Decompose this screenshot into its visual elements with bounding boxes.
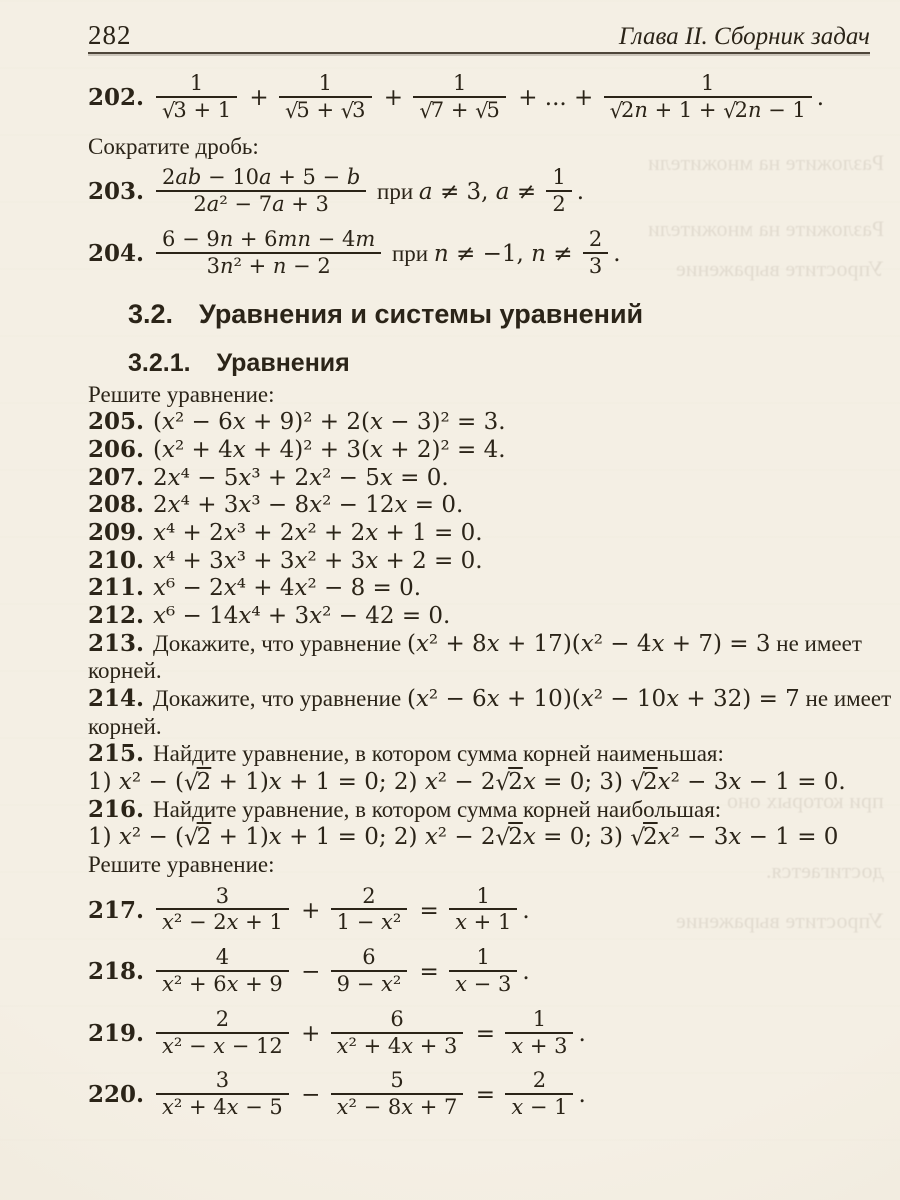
problem-number: 215. — [88, 740, 145, 768]
problem-209: 209. x⁴ + 2x³ + 2x² + 2x + 1 = 0. — [88, 518, 483, 546]
bleed-through-text: достигается. — [766, 858, 884, 883]
problem-number: 203. — [88, 178, 145, 206]
problem-number: 207. — [88, 463, 145, 491]
problem-number: 204. — [88, 239, 145, 267]
instruction-line: Решите уравнение: — [88, 381, 275, 407]
problem-202: 202. $\frac{1}{√3 + 1}$ + $\frac{1}{√5 + √3}$ + $\frac{1}{√7 + √5}$ + ... + $\frac{1}{√2n + 1 + √2n - 1}$ . — [88, 71, 825, 123]
problem-215: 215. Найдите уравнение, в котором сумма корней наименьшая: — [88, 740, 724, 768]
problem-212: 212. x⁶ − 14x⁴ + 3x² − 42 = 0. — [88, 601, 451, 629]
section-heading-3.2: 3.2. Уравнения и системы уравнений — [128, 299, 644, 330]
problem-number: 209. — [88, 518, 145, 546]
instruction-line: Сократите дробь: — [88, 133, 259, 159]
continuation-line: 1) x² − (√2 + 1)x + 1 = 0; 2) x² − 2√2x = 0; 3) √2x² − 3x − 1 = 0. — [88, 768, 846, 796]
chapter-title: Глава II. Сборник задач — [618, 23, 870, 50]
problem-number: 218. — [88, 958, 145, 986]
problem-218: 218. $\frac{4}{\text{x² + 6x + 9}}$ − $\frac{6}{\text{9 − x²}}$ = $\frac{1}{x - 3}$ . — [88, 945, 530, 996]
problem-number: 205. — [88, 408, 145, 436]
problem-213: 213. Докажите, что уравнение (x² + 8x + 17)(x² − 4x + 7) = 3 не имеет — [88, 629, 862, 657]
problem-207: 207. 2x⁴ − 5x³ + 2x² − 5x = 0. — [88, 463, 449, 491]
problem-number: 206. — [88, 435, 145, 463]
problems-list — [88, 66, 892, 1131]
problem-number: 214. — [88, 684, 145, 712]
problem-number: 220. — [88, 1081, 145, 1109]
instruction-line: Решите уравнение: — [88, 852, 275, 877]
problem-211: 211. x⁶ − 2x⁴ + 4x² − 8 = 0. — [88, 574, 422, 602]
section-heading-3.2.1: 3.2.1. Уравнения — [128, 348, 350, 377]
page-header — [88, 20, 870, 54]
bleed-through-text: Разложите на множители — [647, 216, 884, 241]
problem-number: 208. — [88, 491, 145, 519]
page-number: 282 — [88, 20, 132, 50]
problem-number: 217. — [88, 896, 145, 924]
problem-216: 216. Найдите уравнение, в котором сумма корней наибольшая: — [88, 795, 722, 823]
problem-208: 208. 2x⁴ + 3x³ − 8x² − 12x = 0. — [88, 491, 464, 519]
continuation-line: корней. — [88, 658, 162, 684]
bleed-through-text: при которых оно — [727, 788, 884, 813]
problem-number: 213. — [88, 629, 145, 657]
problem-220: 220. $\frac{3}{\text{x² + 4x − 5}}$ − $\frac{5}{\text{x² − 8x + 7}}$ = $\frac{2}{x - 1}$ . — [88, 1068, 586, 1120]
problem-number: 210. — [88, 546, 145, 574]
problem-219: 219. $\frac{2}{\text{x² − x − 12}}$ + $\frac{6}{\text{x² + 4x + 3}}$ = $\frac{1}{x + 3}$ . — [88, 1006, 586, 1058]
problem-205: 205. (x² − 6x + 9)² + 2(x − 3)² = 3. — [88, 408, 506, 436]
bleed-through-text: Разложите на множители — [647, 150, 884, 175]
bleed-through-text: Упростите выражение — [676, 908, 884, 933]
problem-number: 202. — [88, 84, 145, 112]
problem-number: 211. — [88, 574, 145, 602]
bleed-through-text: Упростите выражение — [676, 256, 884, 281]
problem-217: 217. $\frac{3}{\text{x² − 2x + 1}}$ + $\frac{2}{\text{1 − x²}}$ = $\frac{1}{x + 1}$ . — [88, 883, 530, 935]
continuation-line: корней. — [88, 713, 162, 739]
problem-number: 216. — [88, 795, 145, 823]
problem-204: 204. $\frac{6 - 9n + 6mn - 4m}{\text{3n² + n − 2}}$ при n ≠ −1, n ≠ $\frac{2}{3}$ . — [88, 226, 621, 278]
problem-number: 212. — [88, 601, 145, 629]
problem-214: 214. Докажите, что уравнение (x² − 6x + 10)(x² − 10x + 32) = 7 не имеет — [88, 684, 892, 712]
problem-203: 203. $\frac{2ab - 10a + 5 - b}{\text{2a² − 7a + 3}}$ при a ≠ 3, a ≠ $\frac{1}{2}$ . — [88, 165, 585, 216]
problem-number: 219. — [88, 1019, 145, 1047]
problem-210: 210. x⁴ + 3x³ + 3x² + 3x + 2 = 0. — [88, 546, 483, 574]
continuation-line: 1) x² − (√2 + 1)x + 1 = 0; 2) x² − 2√2x = 0; 3) √2x² − 3x − 1 = 0 — [88, 824, 839, 852]
problem-206: 206. (x² + 4x + 4)² + 3(x + 2)² = 4. — [88, 435, 506, 463]
